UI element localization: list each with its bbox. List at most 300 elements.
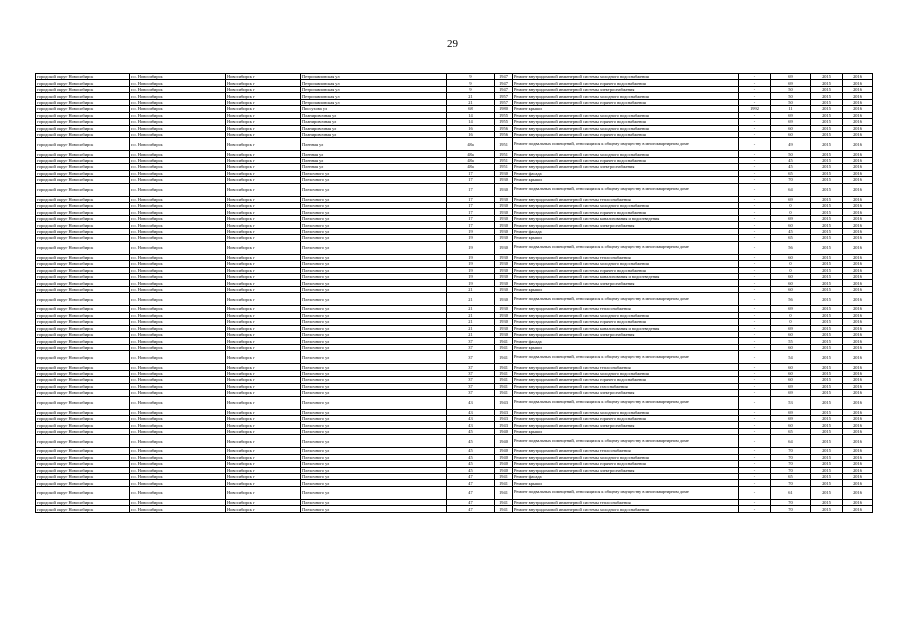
- cell-plan-start-year: 2015: [811, 222, 843, 228]
- cell-house-number: 48а: [447, 157, 495, 163]
- cell-plan-start-year: 2015: [811, 215, 843, 221]
- cell-wear-percent: 0: [771, 209, 811, 215]
- cell-work-type: Ремонт внутридомовой инженерной системы холодного водоснабжения: [513, 203, 739, 209]
- cell-municipality: городской округ Новосибирск: [36, 325, 130, 331]
- cell-wear-percent: 60: [771, 286, 811, 292]
- cell-work-type: Ремонт внутридомовой инженерной системы холодного водоснабжения: [513, 506, 739, 512]
- cell-wear-percent: 60: [771, 364, 811, 370]
- cell-plan-start-year: 2015: [811, 364, 843, 370]
- cell-wear-percent: 70: [771, 448, 811, 454]
- cell-house-number: 47: [447, 499, 495, 505]
- cell-wear-percent: 69: [771, 383, 811, 389]
- cell-last-repair-year: -: [739, 183, 771, 196]
- cell-build-year: 1930: [495, 170, 513, 176]
- cell-municipality: городской округ Новосибирск: [36, 422, 130, 428]
- cell-plan-end-year: 2016: [843, 422, 873, 428]
- cell-street: Плехочного ул: [301, 293, 447, 306]
- cell-municipality: городской округ Новосибирск: [36, 293, 130, 306]
- cell-work-type: Ремонт внутридомовой инженерной системы газоснабжения: [513, 383, 739, 389]
- cell-municipal-unit: г.о. Новосибирск: [130, 280, 226, 286]
- cell-house-number: 21: [447, 306, 495, 312]
- cell-plan-start-year: 2015: [811, 86, 843, 92]
- cell-settlement: Новосибирск г: [226, 312, 301, 318]
- cell-wear-percent: 61: [771, 486, 811, 499]
- cell-plan-start-year: 2015: [811, 138, 843, 151]
- cell-street: Плехочного ул: [301, 409, 447, 415]
- cell-wear-percent: 69: [771, 215, 811, 221]
- cell-work-type: Ремонт внутридомовой инженерной системы горячего водоснабжения: [513, 80, 739, 86]
- cell-street: Плехочного ул: [301, 506, 447, 512]
- cell-street: Плехочного ул: [301, 422, 447, 428]
- cell-municipal-unit: г.о. Новосибирск: [130, 183, 226, 196]
- cell-build-year: 1941: [495, 383, 513, 389]
- cell-work-type: Ремонт внутридомовой инженерной системы горячего водоснабжения: [513, 99, 739, 105]
- cell-municipality: городской округ Новосибирск: [36, 370, 130, 376]
- cell-municipal-unit: г.о. Новосибирск: [130, 351, 226, 364]
- cell-municipal-unit: г.о. Новосибирск: [130, 428, 226, 434]
- cell-last-repair-year: -: [739, 157, 771, 163]
- cell-plan-start-year: 2015: [811, 170, 843, 176]
- cell-wear-percent: 65: [771, 474, 811, 480]
- cell-street: Плехочного ул: [301, 344, 447, 350]
- cell-wear-percent: 53: [771, 396, 811, 409]
- cell-municipality: городской округ Новосибирск: [36, 209, 130, 215]
- cell-build-year: 1947: [495, 86, 513, 92]
- cell-last-repair-year: -: [739, 448, 771, 454]
- cell-street: Плехочного ул: [301, 338, 447, 344]
- cell-municipal-unit: г.о. Новосибирск: [130, 422, 226, 428]
- cell-last-repair-year: -: [739, 125, 771, 131]
- cell-street: Плехочного ул: [301, 319, 447, 325]
- cell-work-type: Ремонт внутридомовой инженерной системы холодного водоснабжения: [513, 409, 739, 415]
- cell-wear-percent: 70: [771, 461, 811, 467]
- cell-house-number: 19: [447, 280, 495, 286]
- cell-municipal-unit: г.о. Новосибирск: [130, 364, 226, 370]
- cell-municipal-unit: г.о. Новосибирск: [130, 286, 226, 292]
- cell-municipality: городской округ Новосибирск: [36, 138, 130, 151]
- cell-wear-percent: 70: [771, 467, 811, 473]
- cell-last-repair-year: -: [739, 209, 771, 215]
- cell-municipal-unit: г.о. Новосибирск: [130, 325, 226, 331]
- cell-street: Плехочного ул: [301, 228, 447, 234]
- cell-last-repair-year: -: [739, 506, 771, 512]
- cell-municipal-unit: г.о. Новосибирск: [130, 235, 226, 241]
- cell-municipal-unit: г.о. Новосибирск: [130, 74, 226, 80]
- cell-build-year: 1930: [495, 306, 513, 312]
- cell-house-number: 14: [447, 112, 495, 118]
- cell-settlement: Новосибирск г: [226, 267, 301, 273]
- cell-house-number: 45: [447, 448, 495, 454]
- cell-plan-end-year: 2016: [843, 428, 873, 434]
- cell-municipal-unit: г.о. Новосибирск: [130, 467, 226, 473]
- cell-plan-start-year: 2015: [811, 415, 843, 421]
- cell-plan-start-year: 2015: [811, 273, 843, 279]
- cell-street: Пленная ул: [301, 157, 447, 163]
- cell-build-year: 1930: [495, 286, 513, 292]
- cell-house-number: 47: [447, 506, 495, 512]
- cell-settlement: Новосибирск г: [226, 448, 301, 454]
- cell-plan-start-year: 2015: [811, 344, 843, 350]
- cell-house-number: 14: [447, 119, 495, 125]
- cell-plan-end-year: 2016: [843, 151, 873, 157]
- cell-last-repair-year: -: [739, 138, 771, 151]
- cell-street: Плехочного ул: [301, 435, 447, 448]
- cell-municipal-unit: г.о. Новосибирск: [130, 164, 226, 170]
- cell-house-number: 19: [447, 267, 495, 273]
- cell-street: Плехочного ул: [301, 261, 447, 267]
- cell-build-year: 1930: [495, 222, 513, 228]
- cell-municipality: городской округ Новосибирск: [36, 196, 130, 202]
- cell-wear-percent: 0: [771, 319, 811, 325]
- cell-street: Петропавловская ул: [301, 99, 447, 105]
- cell-work-type: Ремонт внутридомовой инженерной системы горячего водоснабжения: [513, 319, 739, 325]
- table-row: [36, 506, 873, 512]
- cell-street: Плехочного ул: [301, 415, 447, 421]
- table-row: [36, 183, 873, 196]
- cell-settlement: Новосибирск г: [226, 157, 301, 163]
- cell-plan-start-year: 2015: [811, 125, 843, 131]
- cell-municipality: городской округ Новосибирск: [36, 157, 130, 163]
- cell-build-year: 1940: [495, 461, 513, 467]
- cell-street: Плехочного ул: [301, 383, 447, 389]
- cell-municipal-unit: г.о. Новосибирск: [130, 170, 226, 176]
- cell-build-year: 1943: [495, 409, 513, 415]
- cell-house-number: 37: [447, 364, 495, 370]
- cell-work-type: Ремонт фасада: [513, 228, 739, 234]
- cell-municipal-unit: г.о. Новосибирск: [130, 241, 226, 254]
- cell-plan-end-year: 2016: [843, 157, 873, 163]
- cell-work-type: Ремонт внутридомовой инженерной системы горячего водоснабжения: [513, 119, 739, 125]
- cell-build-year: 1956: [495, 125, 513, 131]
- cell-settlement: Новосибирск г: [226, 131, 301, 137]
- cell-plan-start-year: 2015: [811, 196, 843, 202]
- cell-municipality: городской округ Новосибирск: [36, 222, 130, 228]
- cell-street: Плехочного ул: [301, 454, 447, 460]
- cell-last-repair-year: -: [739, 280, 771, 286]
- cell-build-year: 1941: [495, 364, 513, 370]
- cell-plan-end-year: 2016: [843, 415, 873, 421]
- cell-work-type: Ремонт внутридомовой инженерной системы электроснабжения: [513, 390, 739, 396]
- cell-last-repair-year: -: [739, 151, 771, 157]
- cell-municipal-unit: г.о. Новосибирск: [130, 396, 226, 409]
- cell-house-number: 21: [447, 93, 495, 99]
- cell-build-year: 1941: [495, 390, 513, 396]
- cell-plan-start-year: 2015: [811, 319, 843, 325]
- cell-municipal-unit: г.о. Новосибирск: [130, 312, 226, 318]
- cell-plan-start-year: 2015: [811, 409, 843, 415]
- cell-municipal-unit: г.о. Новосибирск: [130, 86, 226, 92]
- cell-municipality: городской округ Новосибирск: [36, 396, 130, 409]
- cell-plan-start-year: 2015: [811, 377, 843, 383]
- cell-municipal-unit: г.о. Новосибирск: [130, 480, 226, 486]
- cell-street: Плехочного ул: [301, 396, 447, 409]
- cell-build-year: 1930: [495, 203, 513, 209]
- cell-last-repair-year: -: [739, 261, 771, 267]
- cell-last-repair-year: -: [739, 344, 771, 350]
- cell-last-repair-year: -: [739, 499, 771, 505]
- cell-plan-start-year: 2015: [811, 480, 843, 486]
- cell-wear-percent: 69: [771, 119, 811, 125]
- cell-street: Плехочного ул: [301, 467, 447, 473]
- cell-wear-percent: 65: [771, 428, 811, 434]
- cell-municipal-unit: г.о. Новосибирск: [130, 99, 226, 105]
- cell-settlement: Новосибирск г: [226, 286, 301, 292]
- cell-plan-end-year: 2016: [843, 364, 873, 370]
- cell-street: Петропавловская ул: [301, 74, 447, 80]
- cell-municipality: городской округ Новосибирск: [36, 461, 130, 467]
- cell-build-year: 1941: [495, 480, 513, 486]
- cell-plan-end-year: 2016: [843, 106, 873, 112]
- cell-house-number: 9: [447, 86, 495, 92]
- cell-plan-start-year: 2015: [811, 183, 843, 196]
- cell-plan-start-year: 2015: [811, 325, 843, 331]
- cell-street: Плехочного ул: [301, 280, 447, 286]
- cell-wear-percent: 45: [771, 157, 811, 163]
- cell-wear-percent: 60: [771, 344, 811, 350]
- cell-last-repair-year: -: [739, 215, 771, 221]
- cell-wear-percent: 65: [771, 235, 811, 241]
- cell-last-repair-year: -: [739, 370, 771, 376]
- cell-build-year: 1930: [495, 183, 513, 196]
- cell-work-type: Ремонт внутридомовой инженерной системы теплоснабжения: [513, 364, 739, 370]
- cell-street: Плехочного ул: [301, 332, 447, 338]
- cell-settlement: Новосибирск г: [226, 390, 301, 396]
- cell-plan-end-year: 2016: [843, 344, 873, 350]
- cell-municipality: городской округ Новосибирск: [36, 112, 130, 118]
- cell-municipal-unit: г.о. Новосибирск: [130, 112, 226, 118]
- cell-last-repair-year: -: [739, 196, 771, 202]
- cell-last-repair-year: -: [739, 486, 771, 499]
- cell-plan-start-year: 2015: [811, 474, 843, 480]
- cell-plan-end-year: 2016: [843, 196, 873, 202]
- cell-house-number: 21: [447, 99, 495, 105]
- cell-plan-end-year: 2016: [843, 235, 873, 241]
- cell-last-repair-year: -: [739, 235, 771, 241]
- cell-house-number: 17: [447, 203, 495, 209]
- cell-settlement: Новосибирск г: [226, 86, 301, 92]
- cell-work-type: Ремонт внутридомовой инженерной системы холодного водоснабжения: [513, 74, 739, 80]
- cell-street: Петропавловская ул: [301, 80, 447, 86]
- cell-municipality: городской округ Новосибирск: [36, 183, 130, 196]
- cell-build-year: 1930: [495, 215, 513, 221]
- cell-municipal-unit: г.о. Новосибирск: [130, 157, 226, 163]
- cell-settlement: Новосибирск г: [226, 409, 301, 415]
- cell-wear-percent: 69: [771, 80, 811, 86]
- cell-municipal-unit: г.о. Новосибирск: [130, 409, 226, 415]
- cell-wear-percent: 65: [771, 170, 811, 176]
- cell-wear-percent: 60: [771, 377, 811, 383]
- cell-work-type: Ремонт внутридомовой инженерной системы горячего водоснабжения: [513, 461, 739, 467]
- cell-street: Плехочного ул: [301, 461, 447, 467]
- cell-municipal-unit: г.о. Новосибирск: [130, 306, 226, 312]
- cell-plan-start-year: 2015: [811, 106, 843, 112]
- cell-municipality: городской округ Новосибирск: [36, 312, 130, 318]
- cell-house-number: 21: [447, 286, 495, 292]
- cell-plan-end-year: 2016: [843, 486, 873, 499]
- cell-build-year: 1930: [495, 241, 513, 254]
- cell-build-year: 1947: [495, 80, 513, 86]
- cell-plan-end-year: 2016: [843, 448, 873, 454]
- cell-house-number: 48а: [447, 138, 495, 151]
- cell-settlement: Новосибирск г: [226, 293, 301, 306]
- cell-house-number: 43: [447, 396, 495, 409]
- cell-settlement: Новосибирск г: [226, 435, 301, 448]
- cell-plan-start-year: 2015: [811, 486, 843, 499]
- cell-municipal-unit: г.о. Новосибирск: [130, 209, 226, 215]
- table-body: [36, 74, 873, 513]
- cell-municipality: городской округ Новосибирск: [36, 486, 130, 499]
- cell-municipal-unit: г.о. Новосибирск: [130, 499, 226, 505]
- cell-municipal-unit: г.о. Новосибирск: [130, 254, 226, 260]
- cell-wear-percent: 60: [771, 273, 811, 279]
- cell-last-repair-year: -: [739, 480, 771, 486]
- cell-build-year: 1940: [495, 467, 513, 473]
- cell-last-repair-year: -: [739, 293, 771, 306]
- cell-plan-end-year: 2016: [843, 273, 873, 279]
- cell-settlement: Новосибирск г: [226, 280, 301, 286]
- cell-street: Плехочного ул: [301, 203, 447, 209]
- cell-work-type: Ремонт крыши: [513, 177, 739, 183]
- table-row: [36, 486, 873, 499]
- cell-work-type: Ремонт внутридомовой инженерной системы холодного водоснабжения: [513, 151, 739, 157]
- cell-house-number: 47: [447, 474, 495, 480]
- cell-settlement: Новосибирск г: [226, 325, 301, 331]
- cell-plan-start-year: 2015: [811, 254, 843, 260]
- cell-street: Планировочная ул: [301, 131, 447, 137]
- cell-street: Плехочного ул: [301, 222, 447, 228]
- cell-municipal-unit: г.о. Новосибирск: [130, 267, 226, 273]
- cell-plan-start-year: 2015: [811, 235, 843, 241]
- cell-work-type: Ремонт внутридомовой инженерной системы холодного водоснабжения: [513, 312, 739, 318]
- cell-work-type: Ремонт подвальных помещений, относящихся к общему имуществу в многоквартирном доме: [513, 138, 739, 151]
- cell-build-year: 1930: [495, 209, 513, 215]
- cell-wear-percent: 69: [771, 415, 811, 421]
- cell-street: Плехочного ул: [301, 364, 447, 370]
- cell-work-type: Ремонт фасада: [513, 338, 739, 344]
- cell-build-year: 1951: [495, 157, 513, 163]
- cell-municipality: городской округ Новосибирск: [36, 428, 130, 434]
- cell-house-number: 17: [447, 209, 495, 215]
- cell-work-type: Ремонт внутридомовой инженерной системы горячего водоснабжения: [513, 131, 739, 137]
- cell-municipality: городской округ Новосибирск: [36, 286, 130, 292]
- cell-work-type: Ремонт внутридомовой инженерной системы канализования и водоотведения: [513, 273, 739, 279]
- cell-settlement: Новосибирск г: [226, 344, 301, 350]
- cell-work-type: Ремонт крыши: [513, 428, 739, 434]
- cell-municipal-unit: г.о. Новосибирск: [130, 203, 226, 209]
- cell-municipal-unit: г.о. Новосибирск: [130, 131, 226, 137]
- cell-plan-end-year: 2016: [843, 93, 873, 99]
- cell-plan-end-year: 2016: [843, 312, 873, 318]
- cell-street: Пленная ул: [301, 164, 447, 170]
- cell-build-year: 1943: [495, 396, 513, 409]
- cell-street: Планировочная ул: [301, 112, 447, 118]
- cell-house-number: 9: [447, 74, 495, 80]
- cell-municipal-unit: г.о. Новосибирск: [130, 377, 226, 383]
- cell-municipality: городской округ Новосибирск: [36, 125, 130, 131]
- cell-plan-end-year: 2016: [843, 261, 873, 267]
- cell-municipal-unit: г.о. Новосибирск: [130, 196, 226, 202]
- cell-last-repair-year: -: [739, 461, 771, 467]
- cell-build-year: 1943: [495, 422, 513, 428]
- cell-plan-start-year: 2015: [811, 506, 843, 512]
- cell-street: Плехочного ул: [301, 377, 447, 383]
- table-row: [36, 351, 873, 364]
- cell-plan-end-year: 2016: [843, 506, 873, 512]
- cell-street: Плехочного ул: [301, 170, 447, 176]
- cell-last-repair-year: -: [739, 312, 771, 318]
- cell-wear-percent: 60: [771, 280, 811, 286]
- cell-build-year: 1955: [495, 119, 513, 125]
- cell-wear-percent: 49: [771, 138, 811, 151]
- cell-municipality: городской округ Новосибирск: [36, 99, 130, 105]
- cell-settlement: Новосибирск г: [226, 467, 301, 473]
- cell-plan-end-year: 2016: [843, 467, 873, 473]
- cell-municipality: городской округ Новосибирск: [36, 86, 130, 92]
- cell-wear-percent: 70: [771, 506, 811, 512]
- cell-street: Плехочного ул: [301, 390, 447, 396]
- cell-plan-start-year: 2015: [811, 396, 843, 409]
- cell-municipality: городской округ Новосибирск: [36, 203, 130, 209]
- cell-settlement: Новосибирск г: [226, 383, 301, 389]
- cell-house-number: 37: [447, 344, 495, 350]
- cell-plan-end-year: 2016: [843, 370, 873, 376]
- cell-wear-percent: 70: [771, 177, 811, 183]
- cell-wear-percent: 0: [771, 203, 811, 209]
- cell-house-number: 47: [447, 486, 495, 499]
- cell-plan-start-year: 2015: [811, 390, 843, 396]
- cell-municipal-unit: г.о. Новосибирск: [130, 222, 226, 228]
- cell-plan-start-year: 2015: [811, 203, 843, 209]
- cell-last-repair-year: -: [739, 377, 771, 383]
- cell-street: Пленная ул: [301, 138, 447, 151]
- cell-municipal-unit: г.о. Новосибирск: [130, 474, 226, 480]
- cell-work-type: Ремонт внутридомовой инженерной системы электроснабжения: [513, 222, 739, 228]
- cell-house-number: 17: [447, 183, 495, 196]
- cell-plan-end-year: 2016: [843, 138, 873, 151]
- cell-settlement: Новосибирск г: [226, 183, 301, 196]
- cell-settlement: Новосибирск г: [226, 338, 301, 344]
- cell-plan-end-year: 2016: [843, 396, 873, 409]
- cell-plan-end-year: 2016: [843, 125, 873, 131]
- cell-last-repair-year: -: [739, 222, 771, 228]
- cell-wear-percent: 64: [771, 435, 811, 448]
- cell-municipality: городской округ Новосибирск: [36, 106, 130, 112]
- cell-work-type: Ремонт внутридомовой инженерной системы горячего водоснабжения: [513, 209, 739, 215]
- cell-last-repair-year: -: [739, 474, 771, 480]
- cell-plan-start-year: 2015: [811, 119, 843, 125]
- table-row: [36, 138, 873, 151]
- cell-municipal-unit: г.о. Новосибирск: [130, 448, 226, 454]
- cell-work-type: Ремонт внутридомовой инженерной системы канализования и водоотведения: [513, 215, 739, 221]
- cell-street: Пленная ул: [301, 151, 447, 157]
- cell-plan-end-year: 2016: [843, 319, 873, 325]
- cell-build-year: 1957: [495, 93, 513, 99]
- cell-build-year: 1930: [495, 312, 513, 318]
- cell-plan-start-year: 2015: [811, 312, 843, 318]
- cell-house-number: 19: [447, 235, 495, 241]
- cell-street: Плехочного ул: [301, 351, 447, 364]
- cell-plan-end-year: 2016: [843, 170, 873, 176]
- cell-municipal-unit: г.о. Новосибирск: [130, 344, 226, 350]
- cell-settlement: Новосибирск г: [226, 480, 301, 486]
- cell-work-type: Ремонт внутридомовой инженерной системы электроснабжения: [513, 332, 739, 338]
- cell-plan-start-year: 2015: [811, 93, 843, 99]
- cell-plan-start-year: 2015: [811, 332, 843, 338]
- cell-house-number: 21: [447, 293, 495, 306]
- cell-municipality: городской округ Новосибирск: [36, 254, 130, 260]
- cell-street: Плехочного ул: [301, 215, 447, 221]
- cell-plan-start-year: 2015: [811, 131, 843, 137]
